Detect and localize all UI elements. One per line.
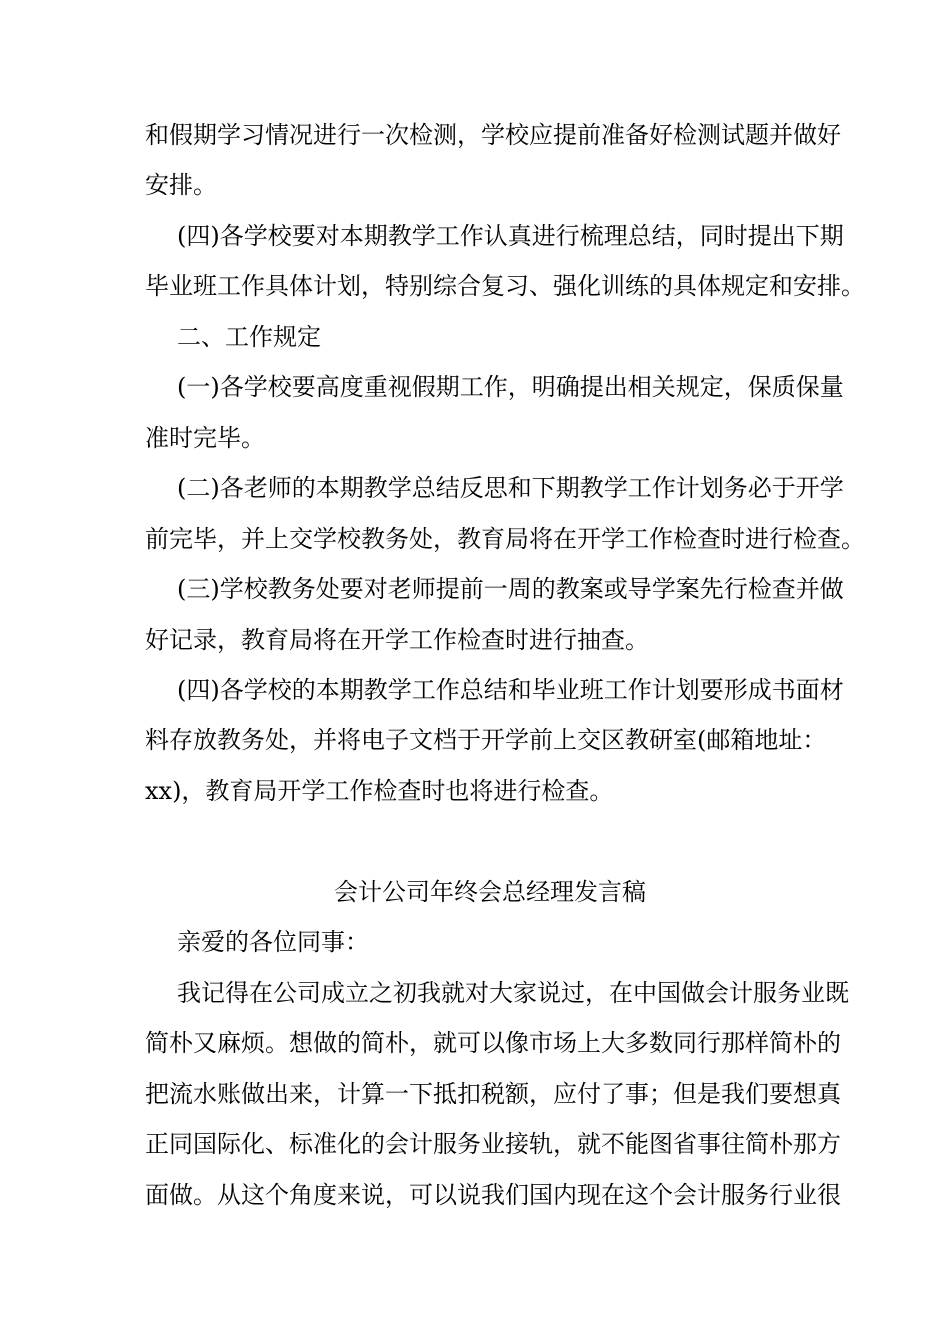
section-heading: 二、工作规定 <box>177 323 321 351</box>
salutation: 亲爱的各位同事： <box>177 928 369 956</box>
paragraph-line: 毕业班工作具体计划，特别综合复习、强化训练的具体规定和安排。 <box>145 272 865 300</box>
paragraph-line: 我记得在公司成立之初我就对大家说过，在中国做会计服务业既 <box>177 979 849 1007</box>
paragraph-line: 和假期学习情况进行一次检测，学校应提前准备好检测试题并做好 <box>145 121 841 149</box>
paragraph-line: 简朴又麻烦。想做的简朴，就可以像市场上大多数同行那样简朴的 <box>145 1029 841 1057</box>
paragraph-line: 安排。 <box>145 171 217 199</box>
paragraph-line: 好记录，教育局将在开学工作检查时进行抽查。 <box>145 626 649 654</box>
paragraph-line: (三)学校教务处要对老师提前一周的教案或导学案先行检查并做 <box>177 575 844 603</box>
paragraph-line: (四)各学校的本期教学工作总结和毕业班工作计划要形成书面材 <box>177 676 844 704</box>
paragraph-line: xx)，教育局开学工作检查时也将进行检查。 <box>145 777 614 805</box>
paragraph-line: 面做。从这个角度来说，可以说我们国内现在这个会计服务行业很 <box>145 1181 841 1209</box>
paragraph-line: 前完毕，并上交学校教务处，教育局将在开学工作检查时进行检查。 <box>145 525 865 553</box>
paragraph-line: 把流水账做出来，计算一下抵扣税额，应付了事；但是我们要想真 <box>145 1080 841 1108</box>
document-title: 会计公司年终会总经理发言稿 <box>334 878 646 906</box>
paragraph-line: 正同国际化、标准化的会计服务业接轨，就不能图省事往简朴那方 <box>145 1130 841 1158</box>
paragraph-line: (四)各学校要对本期教学工作认真进行梳理总结，同时提出下期 <box>177 222 844 250</box>
paragraph-line: (二)各老师的本期教学总结反思和下期教学工作计划务必于开学 <box>177 474 844 502</box>
paragraph-line: (一)各学校要高度重视假期工作，明确提出相关规定，保质保量 <box>177 373 844 401</box>
paragraph-line: 料存放教务处，并将电子文档于开学前上交区教研室(邮箱地址： <box>145 726 827 754</box>
paragraph-line: 准时完毕。 <box>145 424 265 452</box>
